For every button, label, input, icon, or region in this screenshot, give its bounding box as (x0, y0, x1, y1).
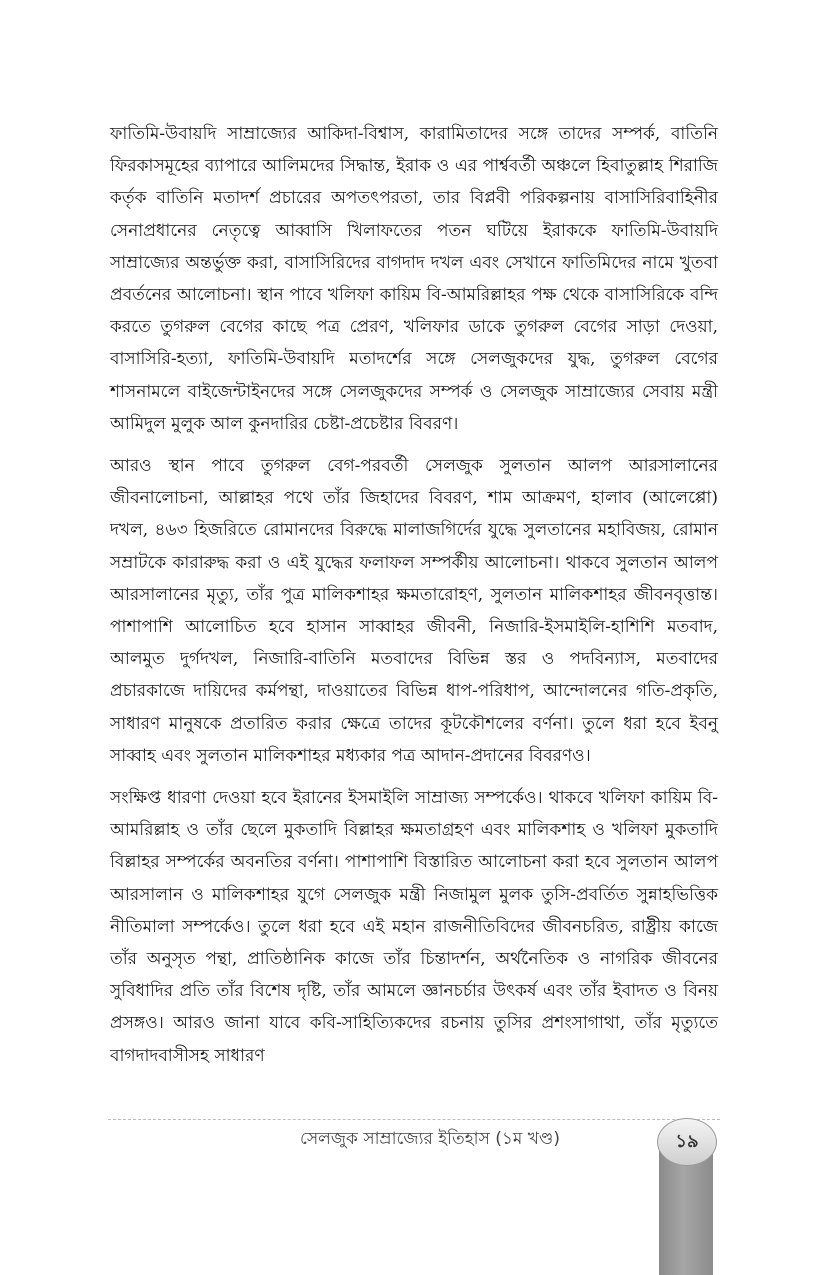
footer-divider (108, 1119, 720, 1120)
body-text (110, 118, 718, 1082)
page-number-badge: ১৯ (657, 1118, 717, 1166)
paragraph: আরও স্থান পাবে তুগরুল বেগ-পরবর্তী সেলজুক সুলতান আলপ আরসালানের জীবনালোচনা, আল্লাহর পথে তাঁর জিহাদের বিবরণ, শাম আক্রমণ, হালাব (আলেপ্পো) দখল, ৪৬৩ হিজরিতে রোমানদের বিরুদ্ধে মালাজগির্দের যুদ্ধে সুলতানের মহাবিজয়, রোমান সম্রাটকে কারারুদ্ধ করা ও এই যুদ্ধের ফলাফল সম্পর্কীয় আলোচনা। থাকবে সুলতান আলপ আরসালানের মৃত্যু, তাঁর পুত্র মালিকশাহর ক্ষমতারোহণ, সুলতান মালিকশাহর জীবনবৃত্তান্ত। পাশাপাশি আলোচিত হবে হাসান সাব্বাহর জীবনী, নিজারি-ইসমাইলি-হাশিশি মতবাদ, আলমুত দুর্গদখল, নিজারি-বাতিনি মতবাদের বিভিন্ন স্তর ও পদবিন্যাস, মতবাদের প্রচারকাজে দায়িদের কর্মপন্থা, দাওয়াতের বিভিন্ন ধাপ-পরিধাপ, আন্দোলনের গতি-প্রকৃতি, সাধারণ মানুষকে প্রতারিত করার ক্ষেত্রে তাদের কূটকৌশলের বর্ণনা। তুলে ধরা হবে ইবনু সাব্বাহ এবং সুলতান মালিকশাহর মধ্যকার পত্র আদান-প্রদানের বিবরণও। (110, 456, 718, 766)
paragraph: ফাতিমি-উবায়দি সাম্রাজ্যের আকিদা-বিশ্বাস, কারামিতাদের সঙ্গে তাদের সম্পর্ক, বাতিনি ফিরকাসমূহের ব্যাপারে আলিমদের সিদ্ধান্ত, ইরাক ও এর পার্শ্ববর্তী অঞ্চলে হিবাতুল্লাহ শিরাজি কর্তৃক বাতিনি মতাদর্শ প্রচারের অপতৎপরতা, তার বিপ্লবী পরিকল্পনায় বাসাসিরিবাহিনীর সেনাপ্রধানের নেতৃত্বে আব্বাসি খিলাফতের পতন ঘটিয়ে ইরাককে ফাতিমি-উবায়দি সাম্রাজ্যের অন্তর্ভুক্ত করা, বাসাসিরিদের বাগদাদ দখল এবং সেখানে ফাতিমিদের নামে খুতবা প্রবর্তনের আলোচনা। স্থান পাবে খলিফা কায়িম বি-আমরিল্লাহর পক্ষ থেকে বাসাসিরিকে বন্দি করতে তুগরুল বেগের কাছে পত্র প্রেরণ, খলিফার ডাকে তুগরুল বেগের সাড়া দেওয়া, বাসাসিরি-হত্যা, ফাতিমি-উবায়দি মতাদর্শের সঙ্গে সেলজুকদের যুদ্ধ, তুগরুল বেগের শাসনামলে বাইজেন্টাইনদের সঙ্গে সেলজুকদের সম্পর্ক ও সেলজুক সাম্রাজ্যের সেবায় মন্ত্রী আমিদুল মুলুক আল কুনদারির চেষ্টা-প্রচেষ্টার বিবরণ। (110, 124, 718, 434)
running-footer-title: সেলজুক সাম্রাজ্যের ইতিহাস (১ম খণ্ড) (300, 1129, 560, 1149)
paragraph: সংক্ষিপ্ত ধারণা দেওয়া হবে ইরানের ইসমাইলি সাম্রাজ্য সম্পর্কেও। থাকবে খলিফা কায়িম বি-আমরিল্লাহ ও তাঁর ছেলে মুকতাদি বিল্লাহর ক্ষমতাগ্রহণ এবং মালিকশাহ ও খলিফা মুকতাদি বিল্লাহর সম্পর্কের অবনতির বর্ণনা। পাশাপাশি বিস্তারিত আলোচনা করা হবে সুলতান আলপ আরসালান ও মালিকশাহর যুগে সেলজুক মন্ত্রী নিজামুল মুলক তুসি-প্রবর্তিত সুন্নাহভিত্তিক নীতিমালা সম্পর্কেও। তুলে ধরা হবে এই মহান রাজনীতিবিদের জীবনচরিত, রাষ্ট্রীয় কাজে তাঁর অনুসৃত পন্থা, প্রাতিষ্ঠানিক কাজে তাঁর চিন্তাদর্শন, অর্থনৈতিক ও নাগরিক জীবনের সুবিধাদির প্রতি তাঁর বিশেষ দৃষ্টি, তাঁর আমলে জ্ঞানচর্চার উৎকর্ষ এবং তাঁর ইবাদত ও বিনয় প্রসঙ্গও। আরও জানা যাবে কবি-সাহিত্যিকদের রচনায় তুসির প্রশংসাগাথা, তাঁর মৃত্যুতে বাগদাদবাসীসহ সাধারণ (110, 788, 718, 1066)
